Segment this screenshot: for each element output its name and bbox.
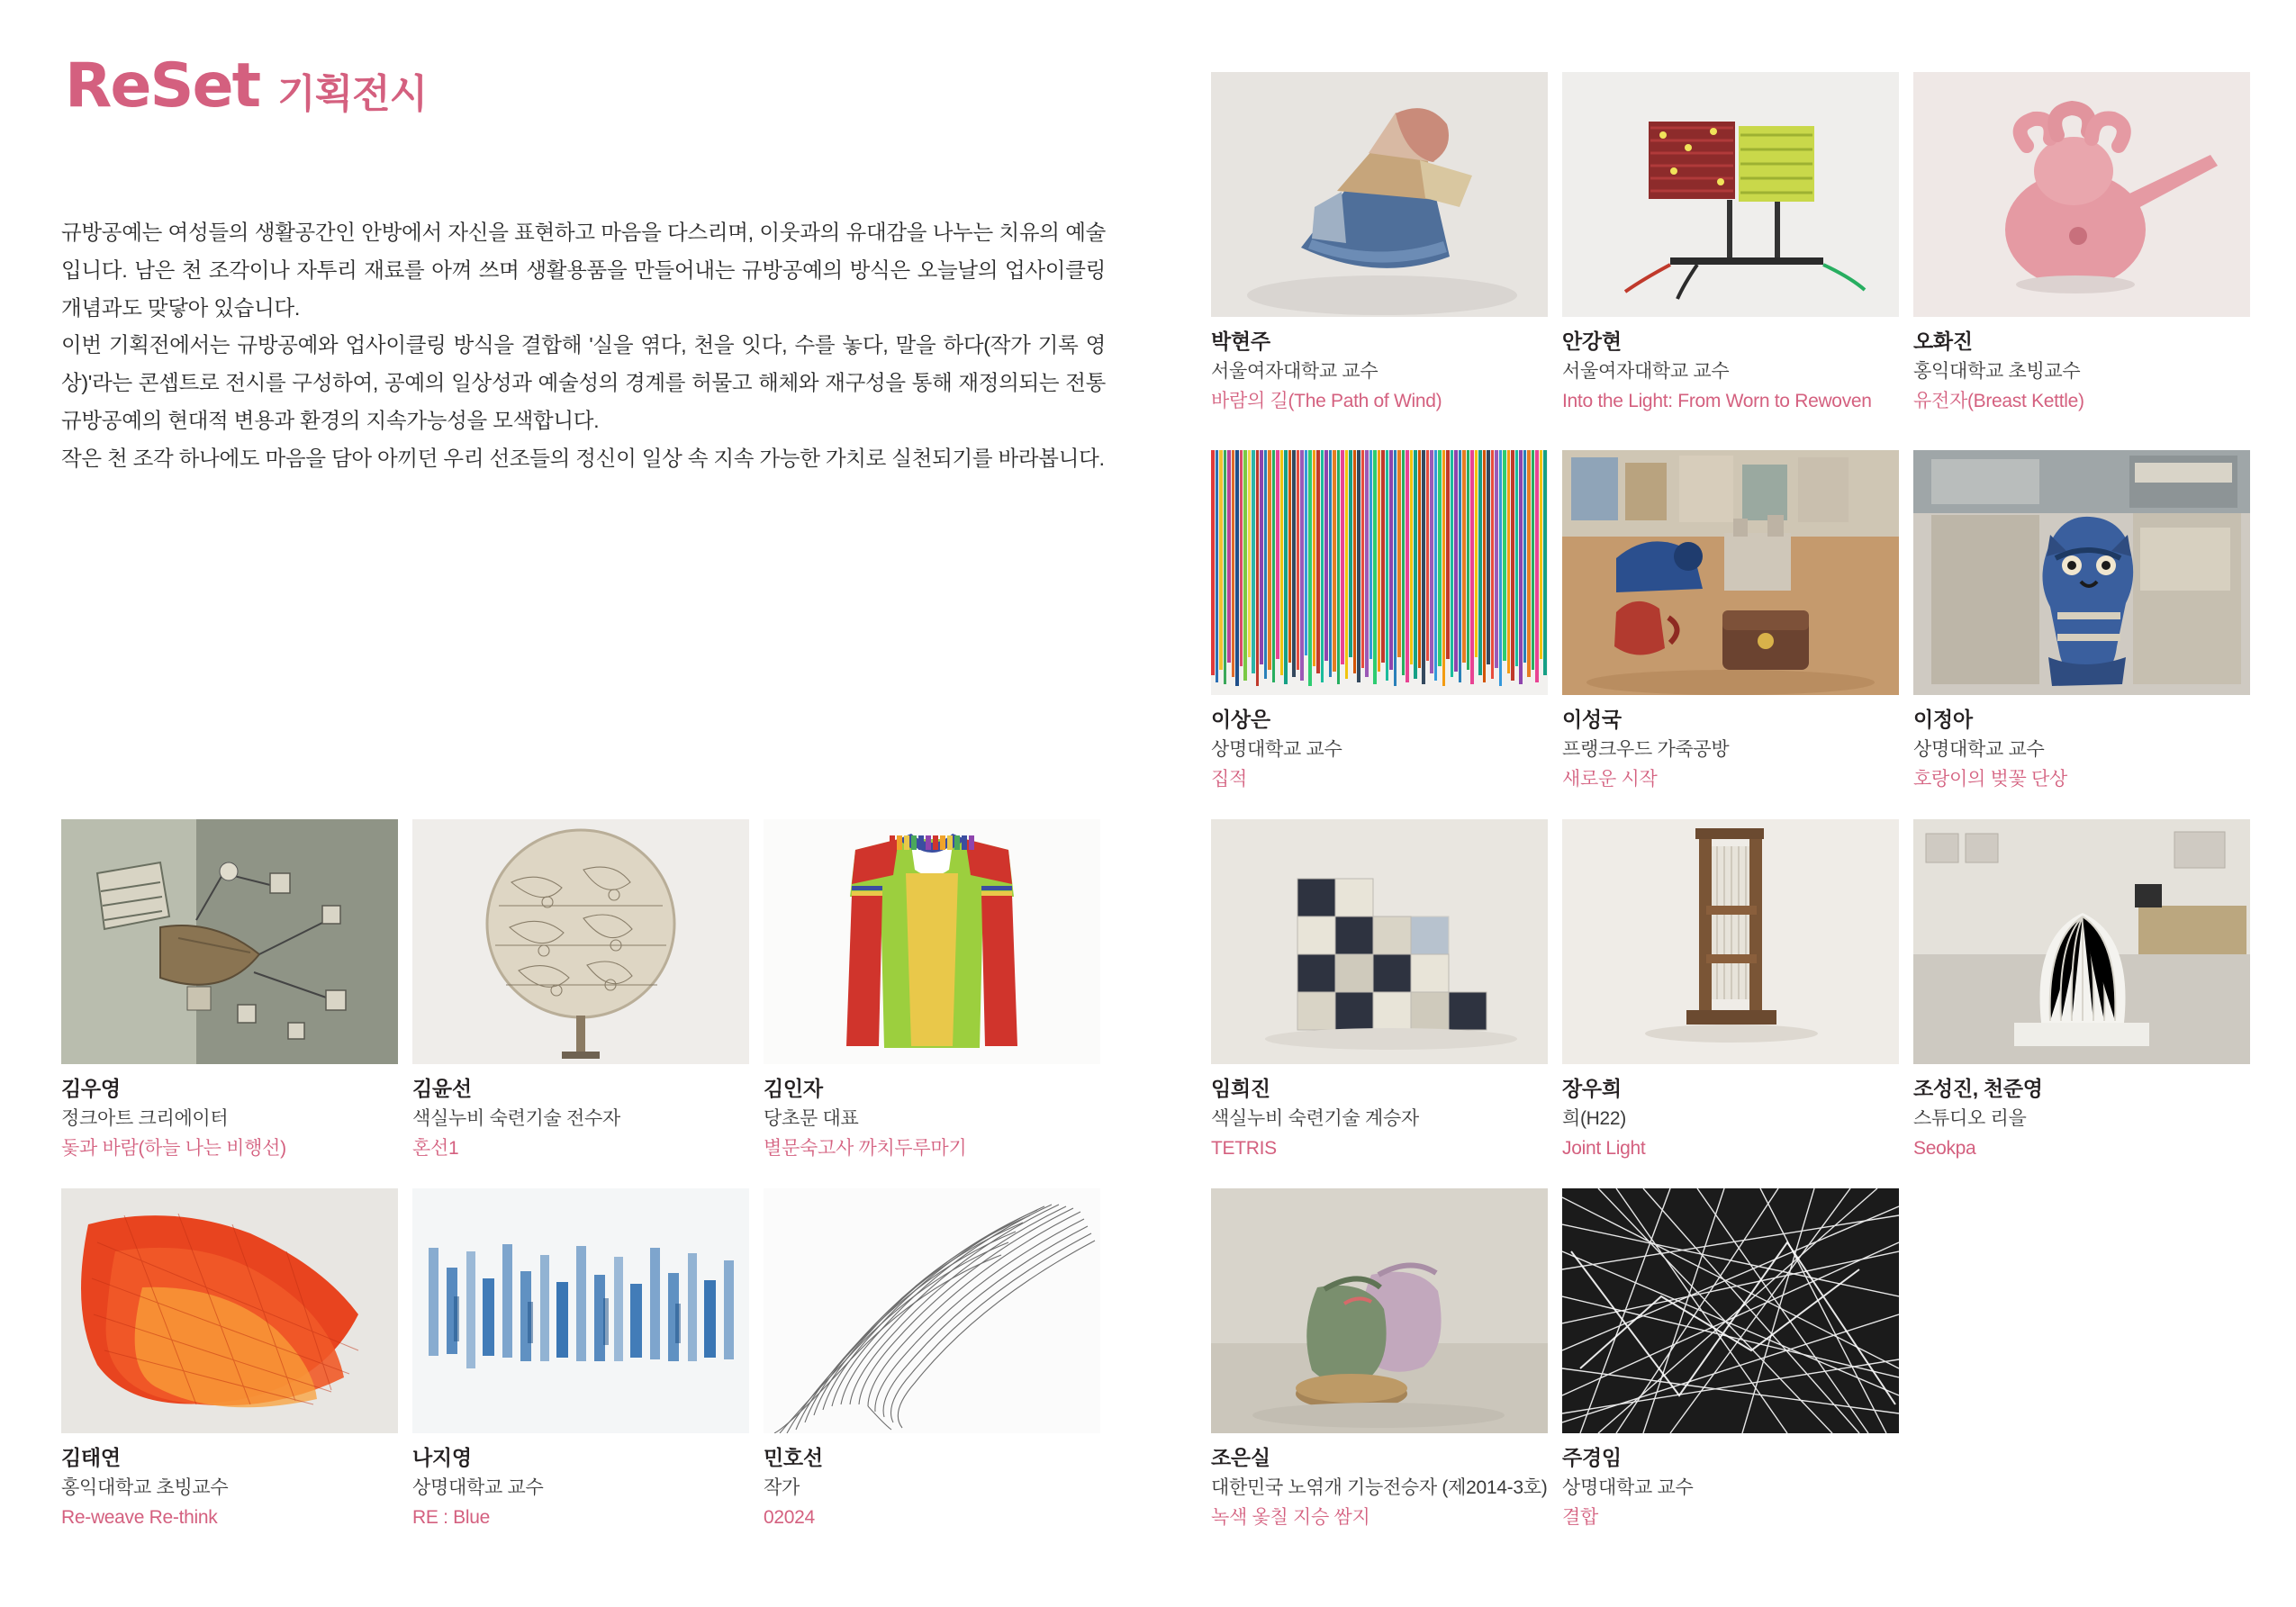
artwork-card[interactable]	[412, 1188, 749, 1532]
artwork-card[interactable]	[412, 819, 749, 1163]
artwork-caption	[412, 1433, 749, 1532]
artist-affiliation: 당초문 대표	[764, 1107, 859, 1129]
artwork-image-pencil-line-drawing	[764, 1188, 1100, 1433]
artwork-card[interactable]	[764, 819, 1100, 1163]
artist-name: 김태연	[61, 1446, 121, 1469]
artwork-grid-right-row1	[1211, 72, 2264, 416]
intro-text	[61, 214, 1106, 478]
artist-affiliation: 색실누비 숙련기술 전수자	[412, 1107, 620, 1129]
artwork-image-quilted-blocks-stack	[1211, 819, 1548, 1064]
artwork-image-junk-art-airship	[61, 819, 398, 1064]
logo-title: ReSet	[65, 50, 260, 122]
artwork-grid-right-row4	[1211, 1188, 2264, 1532]
artist-name: 조성진, 천준영	[1913, 1077, 2043, 1100]
artist-affiliation: 상명대학교 교수	[412, 1476, 544, 1498]
logo-subtitle: 기획전시	[277, 72, 428, 116]
artwork-caption	[1562, 317, 1899, 416]
artwork-caption	[764, 1064, 1100, 1163]
artwork-image-white-ribbed-vessel	[1913, 819, 2250, 1064]
artwork-card[interactable]	[1913, 819, 2250, 1163]
artwork-caption	[764, 1433, 1100, 1532]
artist-name: 민호선	[764, 1446, 823, 1469]
artist-name: 박현주	[1211, 330, 1270, 353]
artwork-image-round-embroidered-fan	[412, 819, 749, 1064]
artwork-caption	[1562, 695, 1899, 794]
artwork-caption	[1913, 1064, 2250, 1163]
artwork-caption	[61, 1064, 398, 1163]
artwork-caption	[1211, 1433, 1548, 1532]
artist-name: 주경임	[1562, 1446, 1622, 1469]
artwork-title: 결합	[1562, 1507, 1598, 1529]
artwork-image-sculpture-fabric-bowl	[1211, 72, 1548, 317]
artwork-image-blue-brush-strokes	[412, 1188, 749, 1433]
artwork-image-colorful-hanbok-coat	[764, 819, 1100, 1064]
artist-name: 안강현	[1562, 330, 1622, 353]
artwork-title: 돛과 바람(하늘 나는 비행선)	[61, 1138, 286, 1160]
artist-affiliation: 상명대학교 교수	[1562, 1476, 1694, 1498]
artwork-title: 02024	[764, 1507, 815, 1529]
artwork-card[interactable]	[1913, 72, 2250, 416]
artist-affiliation: 홍익대학교 초빙교수	[61, 1476, 229, 1498]
artwork-caption	[1562, 1433, 1899, 1532]
artwork-title: TETRIS	[1211, 1138, 1277, 1160]
exhibition-logo	[65, 50, 428, 122]
artwork-card[interactable]	[1211, 450, 1548, 794]
artist-name: 이성국	[1562, 708, 1622, 731]
artwork-title: 유전자(Breast Kettle)	[1913, 391, 2084, 412]
artist-name: 김우영	[61, 1077, 121, 1100]
artist-affiliation: 상명대학교 교수	[1913, 738, 2045, 760]
artwork-card[interactable]	[1562, 72, 1899, 416]
artwork-caption	[1913, 695, 2250, 794]
artwork-card[interactable]	[1562, 819, 1899, 1163]
artwork-image-green-lacquer-pouches	[1211, 1188, 1548, 1433]
artwork-card[interactable]	[1562, 450, 1899, 794]
artwork-image-blue-tiger-painting	[1913, 450, 2250, 695]
artwork-caption	[1211, 695, 1548, 794]
artwork-image-woven-lamp-stand	[1562, 72, 1899, 317]
artwork-title: 바람의 길(The Path of Wind)	[1211, 391, 1442, 412]
artist-affiliation: 서울여자대학교 교수	[1211, 360, 1379, 382]
artwork-image-black-white-line-print	[1562, 1188, 1899, 1433]
artist-name: 오화진	[1913, 330, 1973, 353]
artist-name: 이상은	[1211, 708, 1270, 731]
artwork-caption	[1913, 317, 2250, 416]
artwork-image-colored-thread-stripes	[1211, 450, 1548, 695]
artwork-caption	[1211, 1064, 1548, 1163]
artist-affiliation: 스튜디오 리을	[1913, 1107, 2027, 1129]
artwork-image-leather-goods-table	[1562, 450, 1899, 695]
artist-affiliation: 정크아트 크리에이터	[61, 1107, 229, 1129]
artwork-card[interactable]	[1562, 1188, 1899, 1532]
artwork-title: Re-weave Re-think	[61, 1507, 218, 1529]
artwork-image-wood-light-frame	[1562, 819, 1899, 1064]
artwork-title: Seokpa	[1913, 1138, 1976, 1160]
artwork-title: Joint Light	[1562, 1138, 1646, 1160]
artwork-title: 혼선1	[412, 1138, 459, 1160]
artist-name: 나지영	[412, 1446, 472, 1469]
artist-name: 임희진	[1211, 1077, 1270, 1100]
artist-affiliation: 대한민국 노엮개 기능전승자 (제2014-3호)	[1211, 1476, 1548, 1498]
artwork-title: Into the Light: From Worn to Rewoven	[1562, 391, 1872, 412]
artwork-title: RE : Blue	[412, 1507, 491, 1529]
artist-name: 김인자	[764, 1077, 823, 1100]
artwork-card[interactable]	[1211, 1188, 1548, 1532]
artist-name: 조은실	[1211, 1446, 1270, 1469]
artist-name: 이정아	[1913, 708, 1973, 731]
artist-affiliation: 작가	[764, 1476, 800, 1498]
intro-paragraph-1: 규방공예는 여성들의 생활공간인 안방에서 자신을 표현하고 마음을 다스리며, 이웃과의 유대감을 나누는 치유의 예술입니다. 남은 천 조각이나 자투리 재료를 아껴 쓰며 생활용품을 만들어내는 규방공예의 방식은 오늘날의 업사이클링 개념과도 맞닿아 있습니다.	[61, 221, 1106, 320]
intro-paragraph-2: 이번 기획전에서는 규방공예와 업사이클링 방식을 결합해 '실을 엮다, 천을 잇다, 수를 놓다, 말을 하다(작가 기록 영상)'라는 콘셉트로 전시를 구성하여, 공예의 일상성과 예술성의 경계를 허물고 해체와 재구성을 통해 재정의되는 전통 규방공예의 현대적 변용과 환경의 지속가능성을 모색합니다.	[61, 333, 1106, 433]
artwork-card[interactable]	[1211, 72, 1548, 416]
artwork-grid-right-row3	[1211, 819, 2264, 1163]
artist-name: 장우희	[1562, 1077, 1622, 1100]
artist-affiliation: 상명대학교 교수	[1211, 738, 1342, 760]
artwork-image-pink-felt-kettle	[1913, 72, 2250, 317]
artwork-card[interactable]	[61, 819, 398, 1163]
artwork-card[interactable]	[61, 1188, 398, 1532]
artwork-caption	[1562, 1064, 1899, 1163]
artwork-title: 호랑이의 벚꽃 단상	[1913, 769, 2067, 790]
artwork-caption	[1211, 317, 1548, 416]
artist-affiliation: 홍익대학교 초빙교수	[1913, 360, 2081, 382]
artwork-card[interactable]	[1913, 450, 2250, 794]
artist-affiliation: 색실누비 숙련기술 계승자	[1211, 1107, 1419, 1129]
intro-paragraph-3: 작은 천 조각 하나에도 마음을 담아 아끼던 우리 선조들의 정신이 일상 속 지속 가능한 가치로 실천되기를 바라봅니다.	[61, 446, 1105, 470]
artwork-image-red-mesh-textile	[61, 1188, 398, 1433]
artwork-grid-left-row2	[61, 1188, 1115, 1532]
artist-affiliation: 희(H22)	[1562, 1107, 1626, 1129]
artwork-title: 별문숙고사 까치두루마기	[764, 1138, 967, 1160]
artist-name: 김윤선	[412, 1077, 472, 1100]
artwork-card[interactable]	[764, 1188, 1100, 1532]
artwork-title: 녹색 옻칠 지승 쌈지	[1211, 1507, 1370, 1529]
artwork-caption	[61, 1433, 398, 1532]
artwork-title: 집적	[1211, 769, 1247, 790]
artwork-title: 새로운 시작	[1562, 769, 1658, 790]
artwork-caption	[412, 1064, 749, 1163]
artwork-grid-right-row2	[1211, 450, 2264, 794]
artwork-card[interactable]	[1211, 819, 1548, 1163]
artist-affiliation: 프랭크우드 가죽공방	[1562, 738, 1730, 760]
artwork-grid-left-row1	[61, 819, 1115, 1163]
artist-affiliation: 서울여자대학교 교수	[1562, 360, 1730, 382]
